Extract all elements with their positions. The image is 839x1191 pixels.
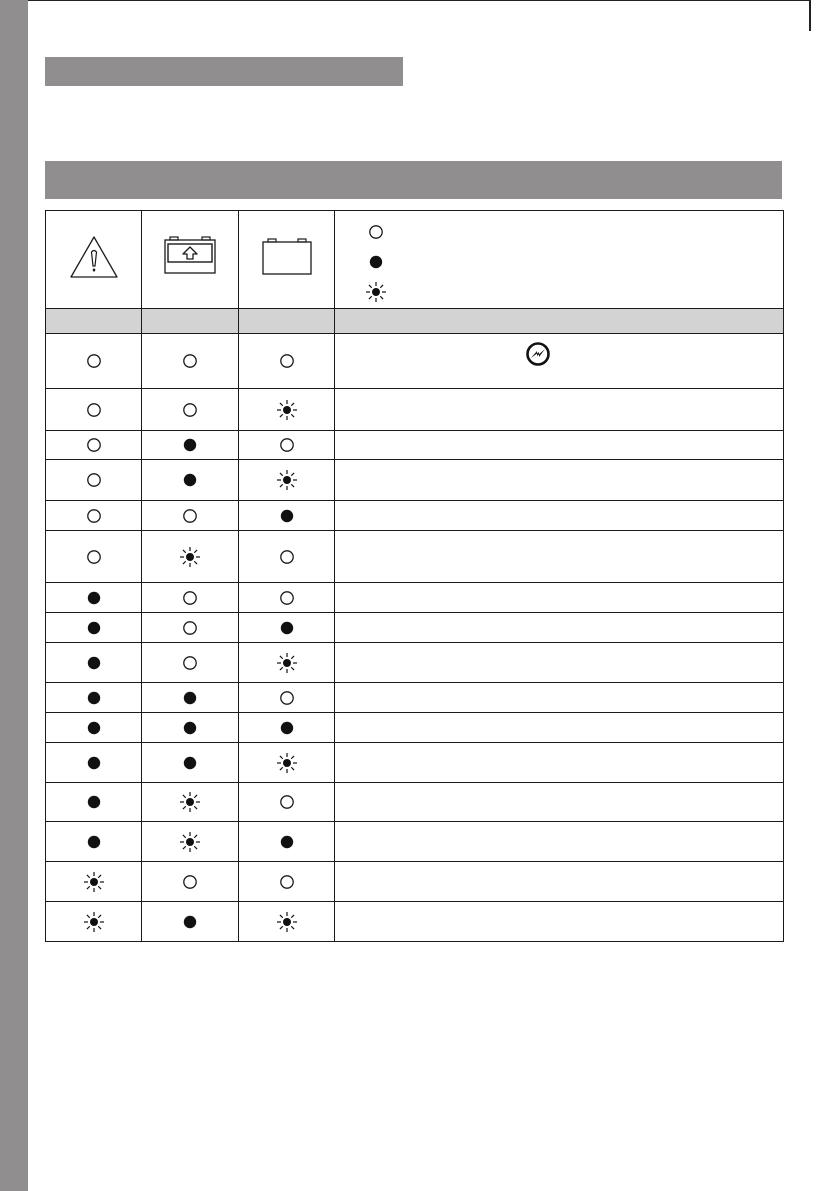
status-row bbox=[46, 431, 784, 460]
status-description-cell bbox=[335, 334, 784, 389]
led-off-icon bbox=[83, 546, 105, 568]
section-heading-bar bbox=[45, 57, 403, 86]
led-on-icon bbox=[83, 831, 105, 853]
column-header bbox=[46, 309, 142, 334]
led-off-icon bbox=[276, 587, 298, 609]
led-cell bbox=[142, 531, 239, 583]
led-cell bbox=[46, 431, 142, 460]
status-row bbox=[46, 783, 784, 822]
led-on-icon bbox=[179, 752, 201, 774]
legend bbox=[335, 213, 783, 307]
led-on-icon bbox=[83, 617, 105, 639]
led-blink-icon bbox=[276, 911, 298, 933]
warning-triangle-icon bbox=[67, 233, 121, 281]
led-cell bbox=[46, 783, 142, 822]
led-on-icon bbox=[179, 434, 201, 456]
led-on-icon bbox=[83, 717, 105, 739]
led-cell bbox=[142, 583, 239, 613]
led-cell bbox=[46, 583, 142, 613]
side-strip bbox=[0, 0, 28, 1191]
table-heading-bar bbox=[45, 161, 782, 199]
led-cell bbox=[142, 643, 239, 683]
led-cell bbox=[46, 460, 142, 501]
led-cell bbox=[239, 683, 335, 713]
led-off-icon bbox=[276, 434, 298, 456]
led-status-table bbox=[45, 210, 784, 942]
led-off-icon bbox=[83, 434, 105, 456]
status-description-cell bbox=[335, 583, 784, 613]
led-blink-icon bbox=[179, 791, 201, 813]
led-on-icon bbox=[179, 911, 201, 933]
led-cell bbox=[142, 713, 239, 743]
led-off-icon bbox=[179, 350, 201, 372]
led-cell bbox=[239, 531, 335, 583]
status-description-cell bbox=[335, 783, 784, 822]
led-on-icon bbox=[179, 717, 201, 739]
led-off-icon bbox=[276, 350, 298, 372]
led-blink-icon bbox=[365, 281, 387, 303]
led-cell bbox=[46, 643, 142, 683]
status-description-cell bbox=[335, 389, 784, 431]
led-cell bbox=[142, 460, 239, 501]
status-description-cell bbox=[335, 501, 784, 531]
led-off-icon bbox=[276, 546, 298, 568]
led-cell bbox=[239, 643, 335, 683]
led-cell bbox=[46, 389, 142, 431]
status-row bbox=[46, 583, 784, 613]
fault-icon bbox=[525, 341, 551, 367]
battery-cell bbox=[239, 211, 335, 309]
legend-item bbox=[357, 247, 783, 277]
led-cell bbox=[142, 334, 239, 389]
status-description-cell bbox=[335, 460, 784, 501]
led-blink-icon bbox=[83, 911, 105, 933]
status-description-cell bbox=[335, 862, 784, 902]
led-on-icon bbox=[276, 831, 298, 853]
led-off-icon bbox=[365, 221, 387, 243]
status-description-cell bbox=[335, 713, 784, 743]
status-row bbox=[46, 389, 784, 431]
status-description-cell bbox=[335, 643, 784, 683]
crop-tick bbox=[809, 0, 811, 31]
led-cell bbox=[239, 389, 335, 431]
led-cell bbox=[46, 713, 142, 743]
led-on-icon bbox=[179, 469, 201, 491]
led-on-icon bbox=[83, 652, 105, 674]
led-cell bbox=[142, 783, 239, 822]
led-cell bbox=[142, 613, 239, 643]
led-on-icon bbox=[365, 251, 387, 273]
battery-icon bbox=[259, 235, 315, 279]
led-cell bbox=[142, 743, 239, 783]
led-cell bbox=[46, 862, 142, 902]
led-cell bbox=[142, 501, 239, 531]
status-row bbox=[46, 862, 784, 902]
led-blink-icon bbox=[179, 831, 201, 853]
led-off-icon bbox=[179, 652, 201, 674]
led-cell bbox=[46, 334, 142, 389]
icon-header-row bbox=[46, 211, 784, 309]
led-off-icon bbox=[83, 399, 105, 421]
battery-home-cell bbox=[142, 211, 239, 309]
status-row bbox=[46, 683, 784, 713]
legend-item bbox=[357, 277, 783, 307]
led-off-icon bbox=[83, 505, 105, 527]
led-cell bbox=[142, 389, 239, 431]
led-cell bbox=[46, 531, 142, 583]
status-row bbox=[46, 460, 784, 501]
column-header bbox=[142, 309, 239, 334]
column-header bbox=[239, 309, 335, 334]
led-off-icon bbox=[276, 871, 298, 893]
led-blink-icon bbox=[179, 546, 201, 568]
status-row bbox=[46, 334, 784, 389]
led-blink-icon bbox=[276, 652, 298, 674]
led-off-icon bbox=[179, 871, 201, 893]
led-cell bbox=[239, 713, 335, 743]
status-row bbox=[46, 531, 784, 583]
led-on-icon bbox=[179, 687, 201, 709]
led-cell bbox=[239, 743, 335, 783]
status-row bbox=[46, 743, 784, 783]
led-blink-icon bbox=[276, 469, 298, 491]
legend-item bbox=[357, 217, 783, 247]
status-row bbox=[46, 643, 784, 683]
led-on-icon bbox=[83, 587, 105, 609]
led-off-icon bbox=[83, 350, 105, 372]
status-row bbox=[46, 822, 784, 862]
led-blink-icon bbox=[83, 871, 105, 893]
led-cell bbox=[46, 683, 142, 713]
status-description-cell bbox=[335, 613, 784, 643]
status-row bbox=[46, 501, 784, 531]
status-description-cell bbox=[335, 431, 784, 460]
status-description-cell bbox=[335, 902, 784, 942]
led-cell bbox=[142, 902, 239, 942]
legend-cell bbox=[335, 211, 784, 309]
status-description-cell bbox=[335, 822, 784, 862]
led-on-icon bbox=[83, 687, 105, 709]
led-on-icon bbox=[83, 752, 105, 774]
status-row bbox=[46, 902, 784, 942]
led-off-icon bbox=[179, 617, 201, 639]
led-cell bbox=[239, 334, 335, 389]
column-header bbox=[335, 309, 784, 334]
status-row bbox=[46, 713, 784, 743]
led-cell bbox=[239, 431, 335, 460]
led-cell bbox=[142, 822, 239, 862]
led-on-icon bbox=[276, 617, 298, 639]
led-off-icon bbox=[276, 687, 298, 709]
led-off-icon bbox=[179, 587, 201, 609]
led-off-icon bbox=[179, 505, 201, 527]
led-cell bbox=[239, 501, 335, 531]
warning-cell bbox=[46, 211, 142, 309]
led-cell bbox=[239, 862, 335, 902]
led-cell bbox=[142, 862, 239, 902]
led-cell bbox=[142, 683, 239, 713]
crop-line bbox=[28, 0, 810, 1]
status-description-cell bbox=[335, 683, 784, 713]
battery-home-icon bbox=[162, 235, 218, 279]
led-cell bbox=[239, 583, 335, 613]
led-cell bbox=[46, 501, 142, 531]
led-blink-icon bbox=[276, 752, 298, 774]
led-off-icon bbox=[83, 469, 105, 491]
led-cell bbox=[239, 783, 335, 822]
led-cell bbox=[239, 902, 335, 942]
led-cell bbox=[239, 822, 335, 862]
status-row bbox=[46, 613, 784, 643]
led-blink-icon bbox=[276, 399, 298, 421]
led-cell bbox=[142, 431, 239, 460]
status-description-cell bbox=[335, 531, 784, 583]
status-description-cell bbox=[335, 743, 784, 783]
led-cell bbox=[46, 902, 142, 942]
led-on-icon bbox=[83, 791, 105, 813]
led-on-icon bbox=[276, 717, 298, 739]
led-cell bbox=[46, 743, 142, 783]
led-cell bbox=[239, 460, 335, 501]
led-on-icon bbox=[276, 505, 298, 527]
led-off-icon bbox=[179, 399, 201, 421]
led-cell bbox=[239, 613, 335, 643]
led-off-icon bbox=[276, 791, 298, 813]
led-cell bbox=[46, 822, 142, 862]
led-cell bbox=[46, 613, 142, 643]
separator-row bbox=[46, 309, 784, 334]
